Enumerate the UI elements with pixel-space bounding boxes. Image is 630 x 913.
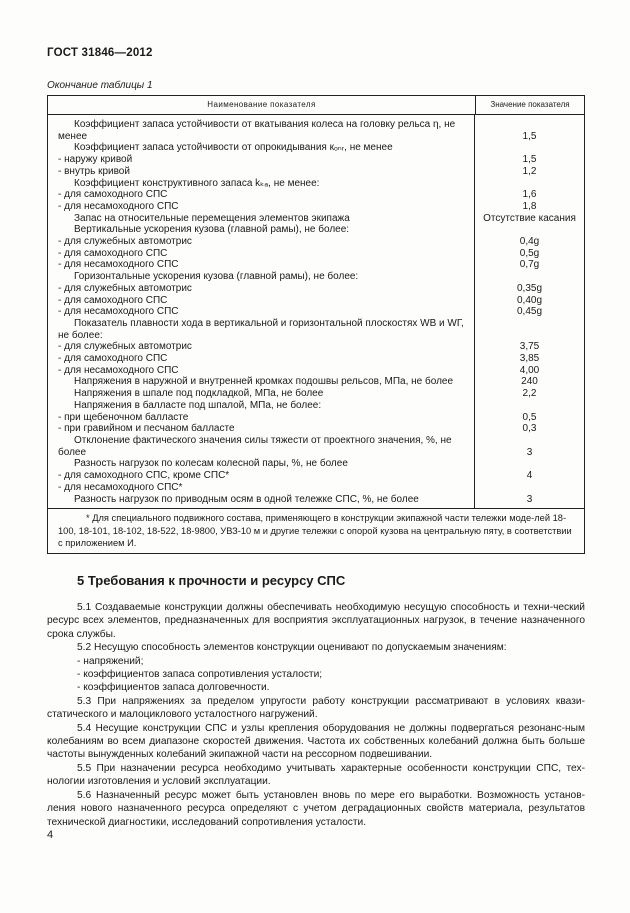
row-name: - при щебеночном балласте: [58, 411, 189, 423]
table-row: [48, 178, 584, 190]
row-value: [475, 458, 584, 470]
row-name: Показатель плавности хода в вертикальной и горизонтальной плоскостях WВ и WГ, не более:: [58, 317, 464, 341]
row-value: 1,6: [522, 189, 537, 201]
row-name: - для несамоходного СПС*: [58, 481, 183, 493]
row-value: 2,2: [522, 388, 537, 400]
row-value: 0,5: [522, 411, 537, 423]
table-row: [48, 365, 584, 377]
row-name: - для несамоходного СПС: [58, 306, 179, 318]
list-item: - коэффициентов запаса сопротивления усталости;: [77, 669, 323, 681]
row-name: Коэффициент конструктивного запаса kₖₐ, не менее:: [74, 177, 320, 189]
row-name: - для самоходного СПС: [58, 294, 168, 306]
row-name: - для служебных автомотрис: [58, 282, 192, 294]
section-text: [47, 601, 585, 829]
table-row: [48, 283, 584, 295]
row-value: 0,7g: [519, 259, 540, 271]
table-row: [48, 248, 584, 260]
row-value: 0,5g: [519, 247, 540, 259]
row-name: - для самоходного СПС, кроме СПС*: [58, 470, 230, 482]
row-value: 0,4g: [519, 236, 540, 248]
row-name: - внутрь кривой: [58, 165, 130, 177]
row-value: 0,35g: [516, 282, 543, 294]
column-divider: [474, 115, 475, 508]
row-name: - для самоходного СПС: [58, 247, 168, 259]
row-value: 240: [521, 376, 538, 388]
paragraph: 5.1 Создаваемые конструкции должны обеспечивать необходимую несущую способность и техни-ческий ресурс всех элементов, предназначенных для восприятия эксплуатационных нагрузок, в течение назначенного срока службы.: [47, 602, 585, 640]
row-value: [475, 400, 584, 412]
table-row: [48, 482, 584, 494]
table-row: [48, 376, 584, 388]
table-row: [48, 213, 584, 225]
table-row: [48, 412, 584, 424]
row-value: 1,2: [522, 165, 537, 177]
column-header-value: Значение показателя: [490, 100, 570, 109]
row-value: [475, 224, 584, 236]
row-name: Напряжения в наружной и внутренней кромках подошвы рельсов, МПа, не более: [74, 376, 454, 388]
row-value: [475, 271, 584, 283]
table-row: [48, 435, 584, 458]
row-name: Напряжения в шпале под подкладкой, МПа, не более: [74, 388, 324, 400]
list-item: - напряжений;: [77, 655, 144, 667]
table-row: [48, 271, 584, 283]
row-value: 4,00: [519, 364, 540, 376]
row-value: [475, 178, 584, 190]
row-name: - для несамоходного СПС: [58, 259, 179, 271]
paragraph: 5.2 Несущую способность элементов конструкции оценивают по допускаемым значениям:: [77, 642, 507, 654]
table-row: [48, 306, 584, 318]
row-value: 3: [526, 446, 533, 458]
table-row: [48, 400, 584, 412]
row-name: Коэффициент запаса устойчивости от опрокидывания кₒₙᵣ, не менее: [74, 142, 393, 154]
table-row: [48, 189, 584, 201]
row-value: 3: [526, 493, 533, 505]
table-header: [48, 96, 584, 115]
row-name: Разность нагрузок по приводным осям в одной тележке СПС, %, не более: [74, 493, 419, 505]
table-row: [48, 259, 584, 271]
column-header-name: Наименование показателя: [48, 96, 476, 114]
row-name: Горизонтальные ускорения кузова (главной рамы), не более:: [74, 271, 359, 283]
row-value: 0,45g: [516, 306, 543, 318]
section-title: 5 Требования к прочности и ресурсу СПС: [77, 573, 346, 588]
row-name: Напряжения в балласте под шпалой, МПа, не более:: [74, 399, 322, 411]
row-name: Запас на относительные перемещения элементов экипажа: [74, 212, 350, 224]
table-footnote: * Для специального подвижного состава, применяющего в конструкции экипажной части тележки моде-лей 18-100, 18-101, 18-102, 18-522, 18-9800, УВЗ-10 м и другие тележки с опорой кузова на центральную пяту, в соответствии с приложением И.: [48, 508, 584, 553]
row-value: 1,5: [522, 154, 537, 166]
row-name: Вертикальные ускорения кузова (главной рамы), не более:: [74, 224, 350, 236]
table-row: [48, 236, 584, 248]
paragraph: 5.4 Несущие конструкции СПС и узлы крепления оборудования не должны подвергаться резонанс-ным колебаниям во всем диапазоне скоростей движения. Частота их собственных колебаний должна быть больше частоты вынужденных колебаний экипажной части на рессорном подвешивании.: [47, 722, 585, 761]
table-row: [48, 154, 584, 166]
table-row: [48, 318, 584, 341]
row-value: 1,8: [522, 200, 537, 212]
row-name: - для самоходного СПС: [58, 353, 168, 365]
row-value: Отсутствие касания: [483, 212, 576, 224]
table-row: [48, 458, 584, 470]
row-name: - для несамоходного СПС: [58, 364, 179, 376]
paragraph: 5.3 При напряжениях за пределом упругости работу конструкции рассматривают в условиях квази-статического и малоциклового усталостного нагружений.: [47, 695, 585, 721]
document-header: ГОСТ 31846—2012: [47, 47, 153, 59]
table-row: [48, 295, 584, 307]
row-name: Отклонение фактического значения силы тяжести от проектного значения, %, не более: [58, 434, 452, 458]
paragraph: 5.6 Назначенный ресурс может быть установлен вновь по мере его выработки. Возможность установ-ления нового назначенного ресурса определяют с учетом деградационных свойств материала, результатов технической диагностики, исследований сопротивления усталости.: [47, 789, 585, 828]
table-row: [48, 353, 584, 365]
table-row: [48, 142, 584, 154]
table-row: [48, 470, 584, 482]
row-name: Разность нагрузок по колесам колесной пары, %, не более: [74, 458, 348, 470]
row-name: - для служебных автомотрис: [58, 236, 192, 248]
page-number: 4: [47, 829, 54, 841]
table-row: [48, 119, 584, 142]
table-row: [48, 494, 584, 506]
table-caption: Окончание таблицы 1: [47, 80, 153, 91]
row-value: 0,3: [522, 423, 537, 435]
table-row: [48, 341, 584, 353]
table-row: [48, 224, 584, 236]
table-row: [48, 388, 584, 400]
table-body: [48, 115, 584, 508]
row-name: - при гравийном и песчаном балласте: [58, 423, 235, 435]
row-value: [475, 318, 584, 341]
row-name: - для самоходного СПС: [58, 189, 168, 201]
table-rows: [48, 115, 584, 508]
row-value: [475, 142, 584, 154]
paragraph: 5.5 При назначении ресурса необходимо учитывать характерные особенности конструкции СПС, тех-нологии изготовления и условий эксплуатации.: [47, 762, 585, 788]
table-row: [48, 201, 584, 213]
row-name: Коэффициент запаса устойчивости от вкатывания колеса на головку рельса η, не менее: [58, 119, 456, 142]
list-item: - коэффициентов запаса долговечности.: [77, 682, 270, 694]
row-name: - для служебных автомотрис: [58, 341, 192, 353]
row-value: 0,40g: [516, 294, 543, 306]
row-value: 4: [526, 470, 533, 482]
row-value: 3,85: [519, 353, 540, 365]
row-name: - для несамоходного СПС: [58, 200, 179, 212]
table-row: [48, 166, 584, 178]
row-value: 1,5: [522, 130, 537, 142]
table-row: [48, 423, 584, 435]
row-value: 3,75: [519, 341, 540, 353]
row-value: [475, 482, 584, 494]
row-name: - наружу кривой: [58, 154, 133, 166]
indicators-table: [47, 95, 585, 554]
